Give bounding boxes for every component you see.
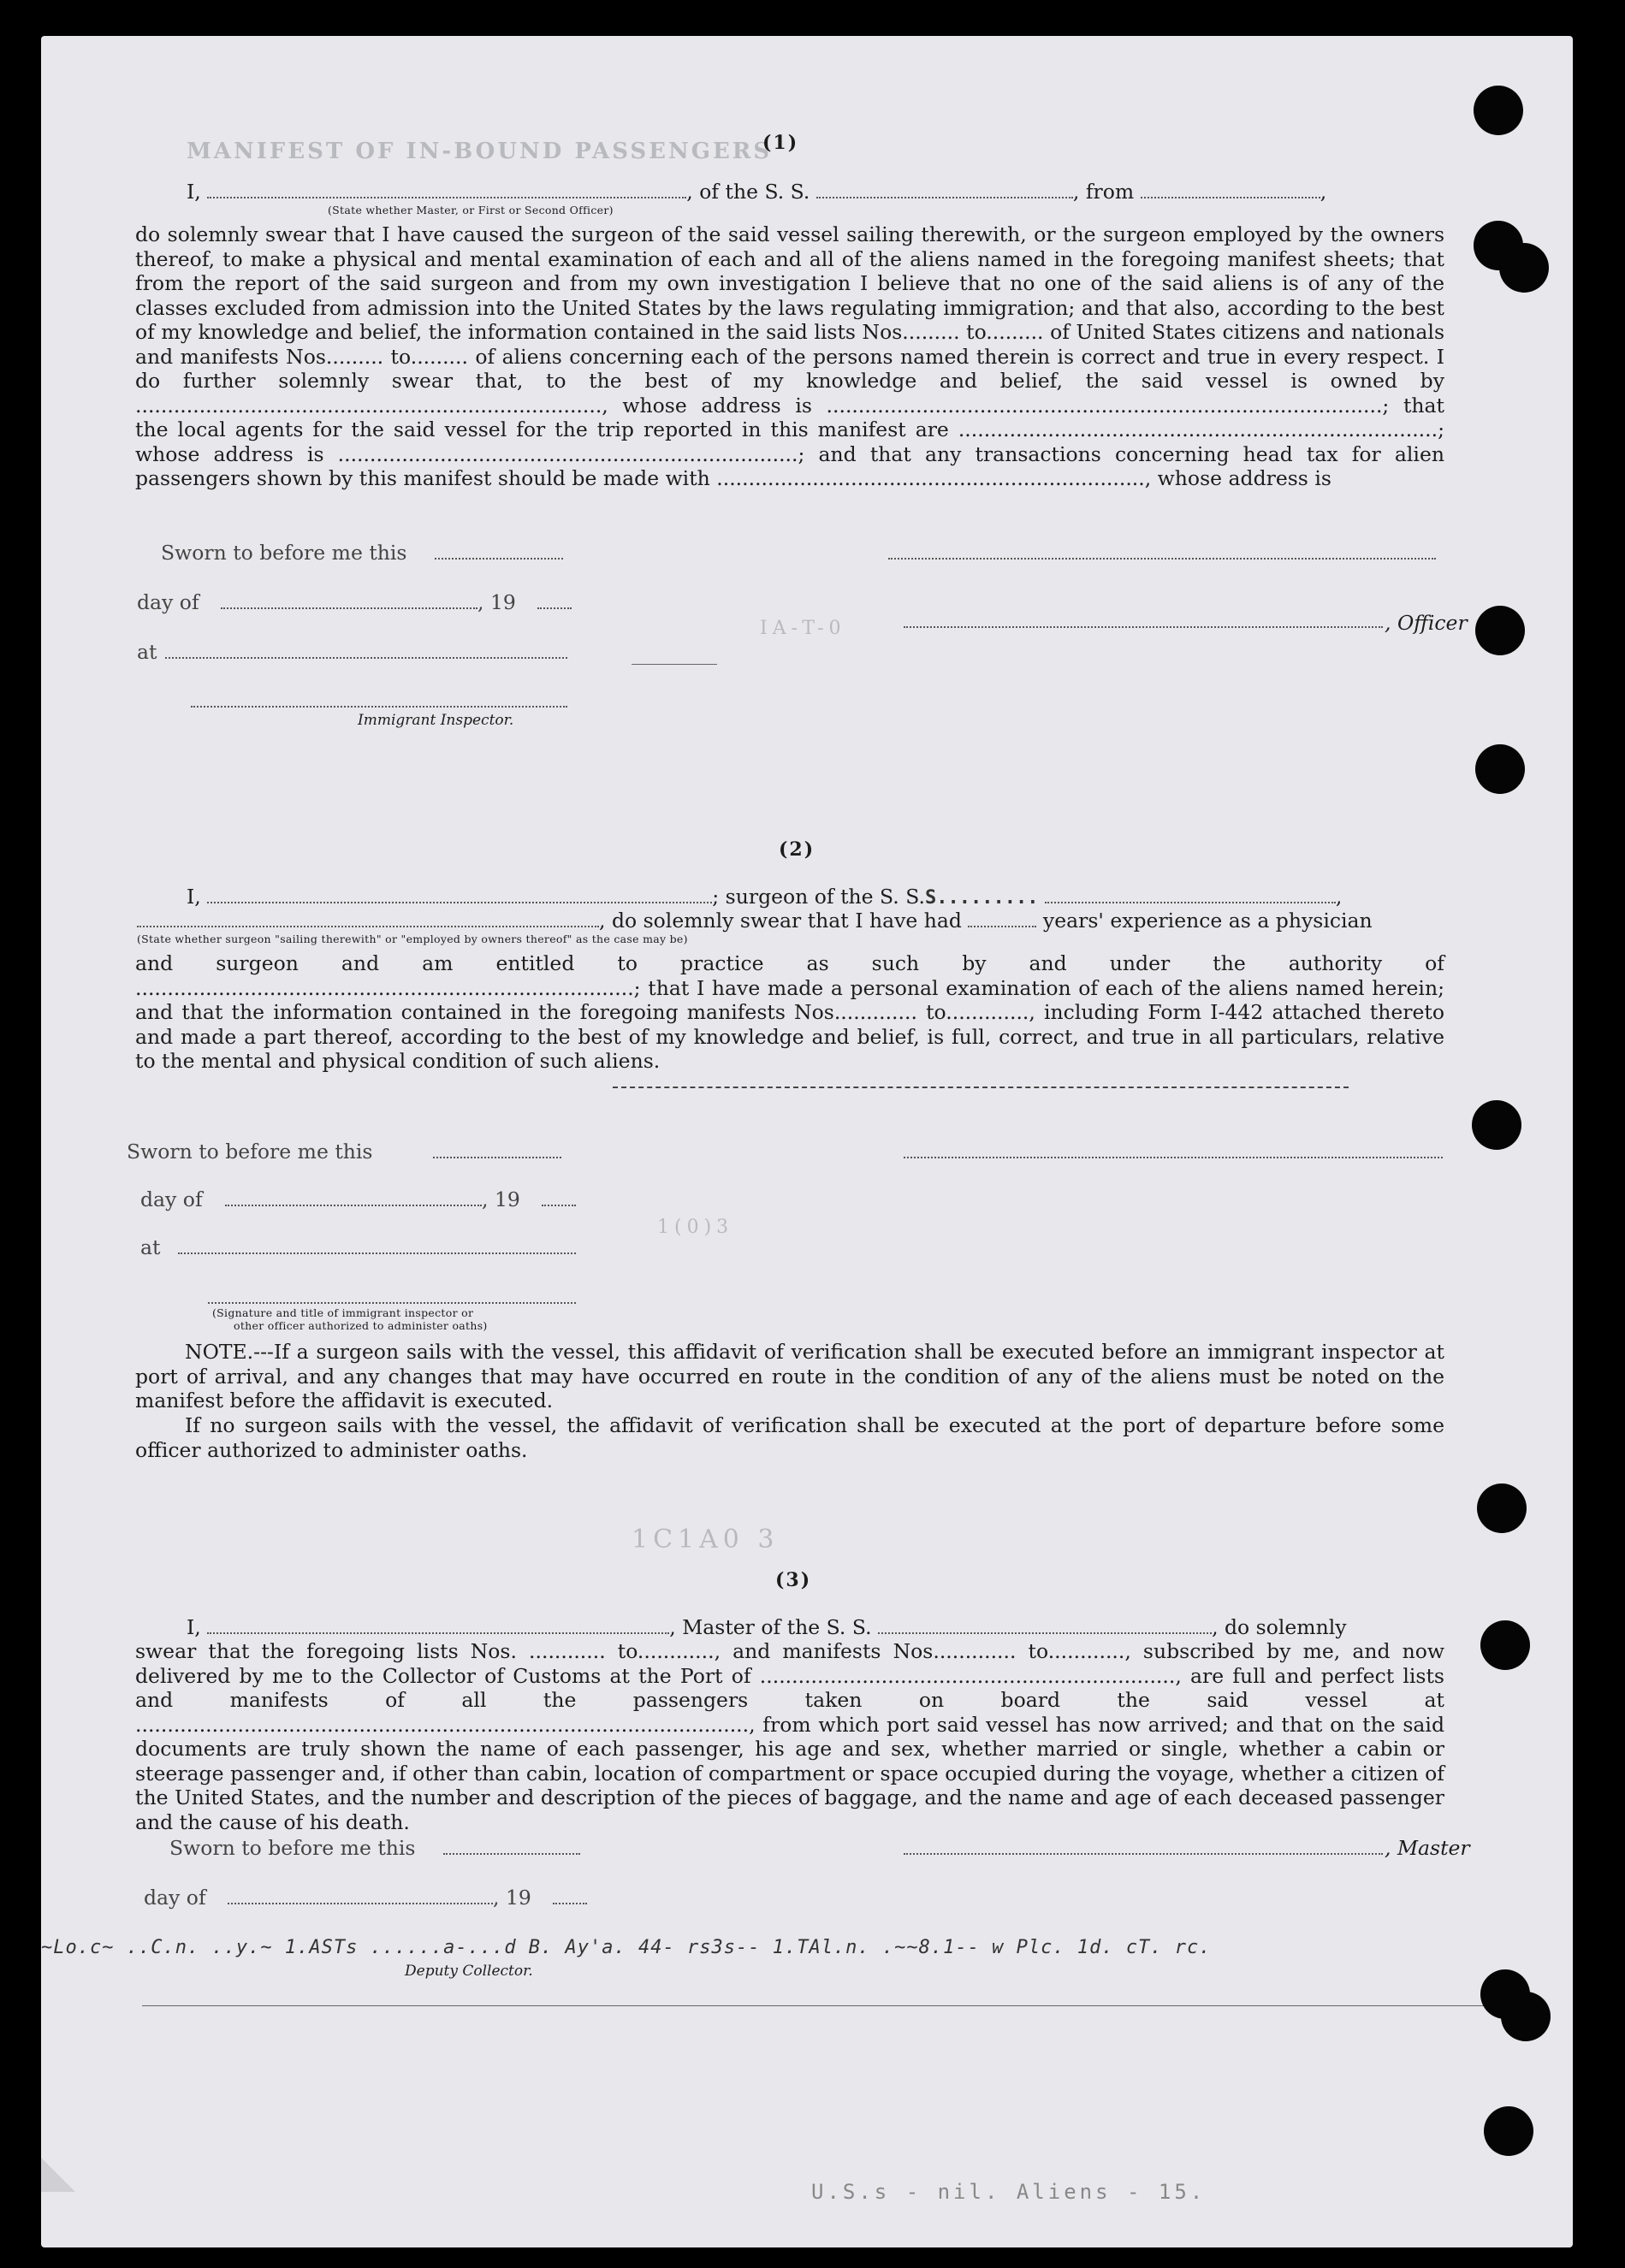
- surgeon-note: (State whether surgeon "sailing therewith" or "employed by owners thereof" as the case may be): [137, 933, 688, 945]
- day-field[interactable]: [228, 1903, 493, 1904]
- bottom-rule: [142, 2005, 1487, 2006]
- officer-signature-field[interactable]: [888, 558, 1436, 560]
- bleed-through-stamp: 1C1A0 3: [632, 1525, 780, 1554]
- at-field[interactable]: [165, 657, 567, 659]
- master-name-field[interactable]: [207, 1619, 669, 1634]
- section-1-number: (1): [762, 132, 799, 154]
- note-label: NOTE.: [185, 1340, 254, 1364]
- section-1-line: I, , of the S. S. , from ,: [187, 180, 1327, 204]
- inspector-signature-field[interactable]: [208, 1302, 576, 1304]
- corner-fold: [41, 2158, 75, 2192]
- punch-hole: [1472, 1100, 1521, 1150]
- day-field[interactable]: [221, 607, 477, 609]
- sworn-label: Sworn to before me this: [127, 1140, 373, 1164]
- year-label: , 19: [477, 590, 516, 614]
- day-field[interactable]: [225, 1205, 482, 1206]
- text-i: I,: [187, 180, 201, 204]
- year-label: , 19: [482, 1187, 520, 1211]
- punch-hole: [1484, 2106, 1533, 2156]
- inspector-label: Immigrant Inspector.: [358, 712, 514, 729]
- section-3-body: swear that the foregoing lists Nos. ............ to............, and manifests Nos............. to............, subscribed by me, and now delivered by me to the Collector of Customs at the Port of ................................................................., are full and perfect lists and manifests of all the passengers taken on board the said vessel at ................................................................................................, from which port said vessel has now arrived; and that on the said documents are truly shown the name of each passenger, his age and sex, whether married or single, whether a cabin or steerage passenger and, if other than cabin, location of compartment or space occupied during the voyage, whether a citizen of the United States, and the number and description of the pieces of baggage, and the name and age of each deceased passenger and the cause of his death.: [135, 1639, 1444, 1834]
- punch-hole: [1475, 606, 1525, 655]
- section-3-line-1: I, , Master of the S. S. , do solemnly: [187, 1615, 1347, 1639]
- bleed-through-title: MANIFEST OF IN-BOUND PASSENGERS: [187, 139, 773, 164]
- inspector-signature-field[interactable]: [191, 706, 567, 708]
- year-field[interactable]: [542, 1205, 576, 1206]
- years-field[interactable]: [968, 912, 1036, 927]
- note-text: ---If a surgeon sails with the vessel, this affidavit of verification shall be executed before an immigrant inspector at port of arrival, and any changes that may have occurred en route in the condition of any of the aliens must be noted on the manifest before the affidavit is executed.: [135, 1340, 1444, 1412]
- punch-hole: [1474, 86, 1523, 135]
- note-paragraph-2: If no surgeon sails with the vessel, the affidavit of verification shall be executed at the port of departure before some officer authorized to administer oaths.: [135, 1413, 1444, 1462]
- punch-hole: [1501, 1992, 1551, 2041]
- master-note: (State whether Master, or First or Second Officer): [328, 204, 614, 216]
- deputy-collector-label: Deputy Collector.: [405, 1963, 533, 1980]
- sworn-date-field[interactable]: [435, 558, 563, 560]
- signature-note-1: (Signature and title of immigrant inspector or: [212, 1306, 474, 1319]
- section-2-body: and surgeon and am entitled to practice as such by and under the authority of ..............................................................................; that I have made a personal examination of each of the aliens named herein; and that the information contained in the foregoing manifests Nos............. to............., including Form I-442 attached thereto and made a part thereof, according to the best of my knowledge and belief, is full, correct, and true in all particulars, relative to the mental and physical condition of such aliens.: [135, 951, 1444, 1073]
- day-of-label: day of: [140, 1187, 203, 1211]
- day-of-label: day of: [137, 590, 199, 614]
- year-field[interactable]: [537, 607, 572, 609]
- signature-field[interactable]: [904, 1157, 1443, 1158]
- master-label: , Master: [1385, 1836, 1470, 1860]
- officer-label: , Officer: [1385, 611, 1468, 635]
- sworn-date-field[interactable]: [433, 1157, 561, 1158]
- footer-stamp: U.S.s - nil. Aliens - 15.: [811, 2180, 1207, 2204]
- text-of-ss: , of the S. S.: [686, 180, 810, 204]
- punch-hole: [1499, 243, 1549, 293]
- at-label: at: [137, 640, 157, 664]
- year-field[interactable]: [553, 1903, 587, 1904]
- sworn-label: Sworn to before me this: [169, 1836, 416, 1860]
- rule: [632, 664, 717, 665]
- from-field[interactable]: [1141, 183, 1320, 198]
- section-2-line-2: , do solemnly swear that I have had years' experience as a physician: [137, 909, 1373, 933]
- rule: [613, 1087, 1349, 1088]
- at-field[interactable]: [178, 1252, 576, 1254]
- sworn-label: Sworn to before me this: [161, 541, 407, 565]
- sworn-date-field[interactable]: [443, 1853, 580, 1855]
- name-field[interactable]: [207, 183, 686, 198]
- section-2-line-1: I, ; surgeon of the S. S.S......... ,: [187, 885, 1343, 909]
- section-3-number: (3): [775, 1569, 812, 1591]
- punch-hole: [1477, 1483, 1527, 1533]
- at-label: at: [140, 1235, 161, 1259]
- vessel-field[interactable]: [1045, 888, 1336, 903]
- surgeon-name-field[interactable]: [207, 888, 712, 903]
- vessel-name-handwritten: S.........: [924, 887, 1039, 909]
- document-page: [41, 36, 1573, 2247]
- note-paragraph: [135, 1340, 1444, 1413]
- year-label: , 19: [493, 1886, 531, 1910]
- bleed-through-stamp: IA-T-0: [760, 618, 846, 639]
- vessel-field[interactable]: [816, 183, 1073, 198]
- surgeon-type-field[interactable]: [137, 912, 599, 927]
- signature-note-2: other officer authorized to administer oaths): [234, 1319, 488, 1332]
- section-1-body: do solemnly swear that I have caused the surgeon of the said vessel sailing therewith, or the surgeon employed by the owners thereof, to make a physical and mental examination of each and all of the aliens named in the foregoing manifest sheets; that from the report of the said surgeon and from my own investigation I believe that no one of the said aliens is of any of the classes excluded from admission into the United States by the laws regulating immigration; and that also, according to the best of my knowledge and belief, the information contained in the said lists Nos......... to......... of United States citizens and nationals and manifests Nos......... to......... of aliens concerning each of the persons named therein is correct and true in every respect. I do further solemnly swear that, to the best of my knowledge and belief, the said vessel is owned by ........................................................................., whose address is .......................................................................................; that the local agents for the said vessel for the trip reported in this manifest are ...........................................................................; whose address is ........................................................................; and that any transactions concerning head tax for alien passengers shown by this manifest should be made with ..................................................................., whose address is: [135, 222, 1444, 490]
- handwritten-annotation: ~Lo.c~ ..C.n. ..y.~ 1.ASTs ......a-...d B. Ay'a. 44- rs3s-- 1.TAl.n. .~~8.1-- w Plc. 1d. cT. rc.: [41, 1937, 1212, 1958]
- bleed-through-stamp: 1(0)3: [657, 1217, 734, 1238]
- text-from: , from: [1072, 180, 1135, 204]
- section-2-number: (2): [779, 838, 815, 861]
- punch-hole: [1480, 1620, 1530, 1670]
- officer-field[interactable]: [904, 626, 1383, 628]
- master-signature-field[interactable]: [904, 1853, 1383, 1855]
- vessel-field[interactable]: [878, 1619, 1212, 1634]
- punch-hole: [1475, 744, 1525, 794]
- day-of-label: day of: [144, 1886, 206, 1910]
